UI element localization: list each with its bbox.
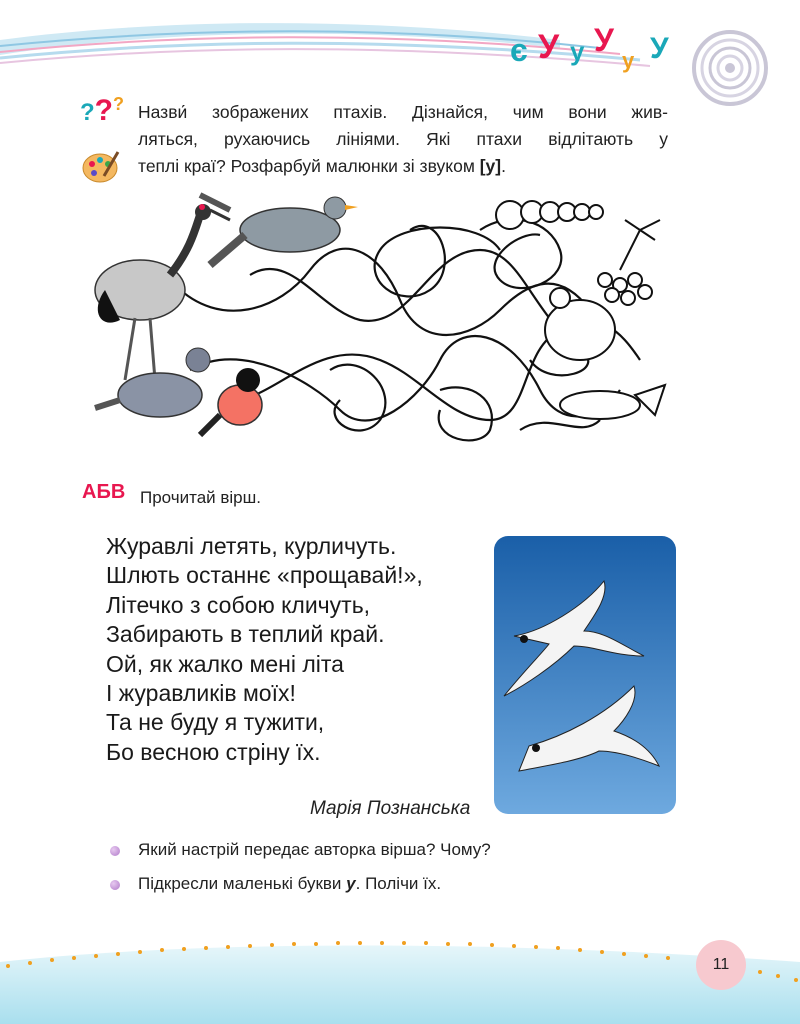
- read-instruction: Прочитай вірш.: [140, 488, 262, 507]
- poem-line: Журавлі летять, курличуть.: [106, 533, 397, 559]
- question-text: Який настрій передає авторка вірша? Чому?: [138, 840, 491, 859]
- abv-letters: АБВ: [82, 481, 126, 503]
- poem: [106, 532, 423, 767]
- question-marks-icon: ???: [80, 94, 124, 127]
- task-line: [138, 153, 668, 180]
- letter-u-bold: у: [346, 874, 356, 893]
- task-line: Назви́ зображених птахів. Дізнайся, чим вони жив-: [138, 102, 668, 122]
- bullfinch-illustration: [200, 368, 262, 435]
- header-letter: у: [622, 48, 635, 73]
- poem-line: І журавликів моїх!: [106, 680, 296, 707]
- poem-author: Марія Познанська: [310, 798, 471, 819]
- poem-line: Шлють останнє «прощавай!»,: [106, 562, 423, 589]
- rowan-berries-illustration: [598, 220, 660, 305]
- header-letter: У: [650, 32, 669, 65]
- question-text: Підкресли маленькі букви: [138, 874, 347, 893]
- poem-line: Ой, як жалко мені літа: [106, 650, 344, 677]
- crane-illustration: [95, 204, 230, 380]
- footer-decoration: [0, 900, 800, 1024]
- bullet-icon: [110, 880, 120, 890]
- page-number: 11: [696, 940, 746, 990]
- corn-illustration: [560, 385, 665, 419]
- header-letter: у: [570, 36, 585, 66]
- flying-cranes-photo: [494, 536, 676, 814]
- birds-maze-illustration: [80, 190, 680, 450]
- question-text-end: . Полічи їх.: [355, 874, 442, 893]
- question-item: [110, 874, 441, 894]
- poem-line: Літечко з собою кличуть,: [106, 591, 371, 618]
- abv-book-icon: [82, 481, 125, 504]
- question-item: [110, 840, 491, 860]
- spiral-icon: [694, 32, 766, 104]
- header-letter: У: [538, 28, 560, 66]
- poem-line: Та не буду я тужити,: [106, 709, 325, 736]
- sound-u: [у]: [479, 156, 502, 176]
- task-instructions: [138, 99, 668, 180]
- bullet-icon: [110, 846, 120, 856]
- cuckoo-illustration: [200, 195, 358, 265]
- palette-icon: [80, 146, 120, 186]
- header-letter: У: [594, 22, 614, 58]
- caterpillar-illustration: [496, 201, 603, 229]
- poem-line: Забирають в теплий край.: [106, 621, 385, 648]
- task-line-end: .: [501, 156, 506, 176]
- task-line: ляться, рухаючись лініями. Які птахи відлітають у: [138, 129, 668, 149]
- poem-line: Бо весною стріну їх.: [106, 738, 321, 765]
- task-line-text: теплі краї? Розфарбуй малюнки зі звуком: [138, 156, 480, 176]
- header-letter: є: [510, 32, 528, 68]
